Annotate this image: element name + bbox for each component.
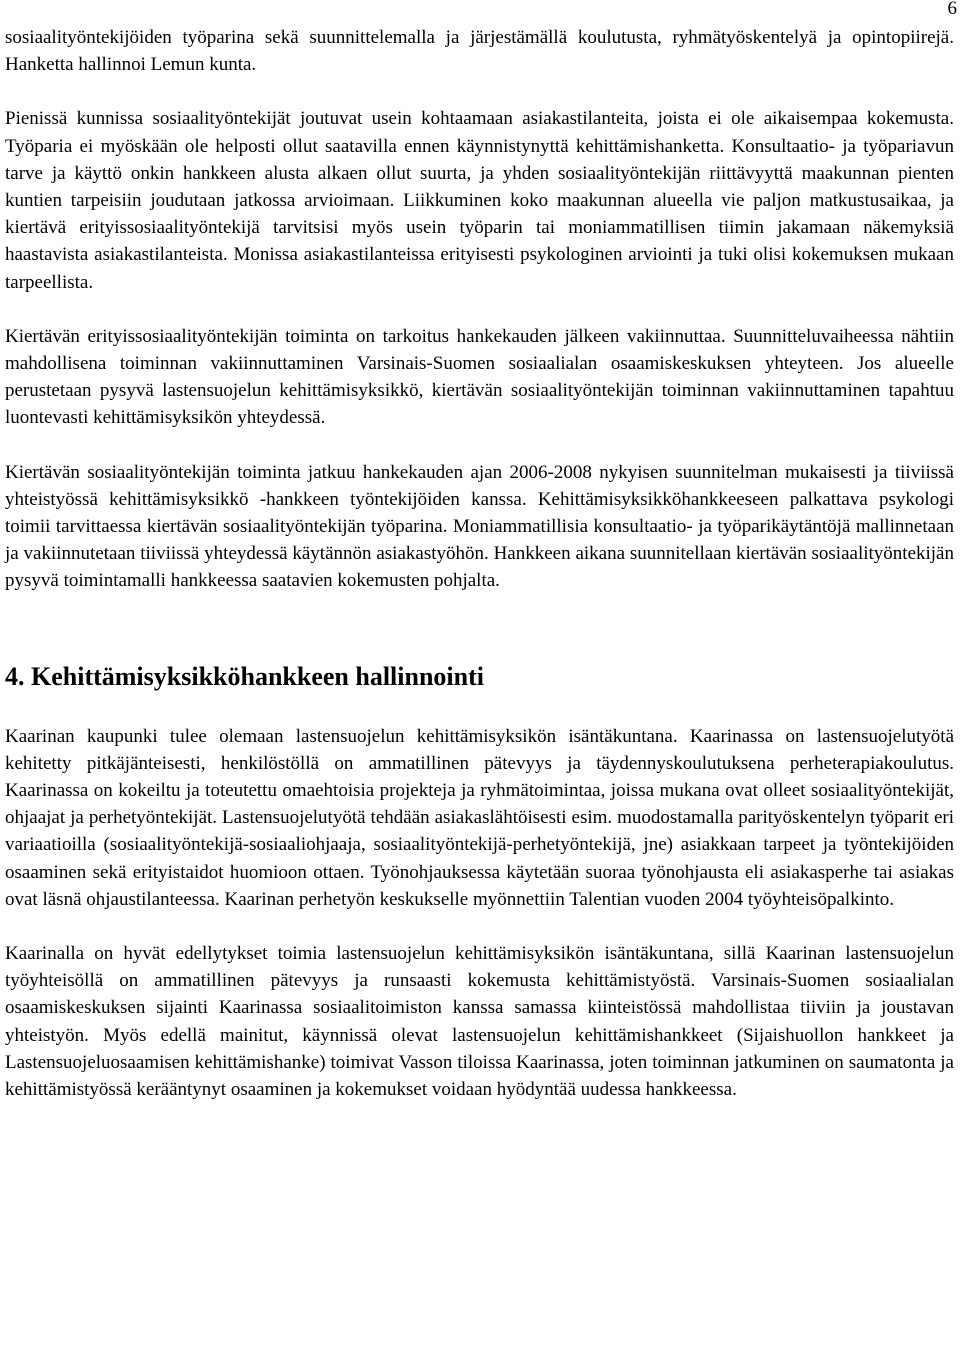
paragraph-5: Kaarinan kaupunki tulee olemaan lastensuojelun kehittämisyksikön isäntäkuntana. Kaarinassa on lastensuojelutyötä kehitetty pitkäjänteisesti, henkilöstöllä on ammatillinen pätevyys ja täydennyskoulutuksena perheterapiakoulutus. Kaarinassa on kokeiltu ja toteutettu omaehtoisia projekteja ja ryhmätoimintaa, joissa mukana ovat olleet sosiaalityöntekijät, ohjaajat ja perhetyöntekijät. Lastensuojelutyötä tehdään asiakaslähtöisesti esim. muodostamalla parityöskentelyn työparit eri variaatioilla (sosiaalityöntekijä-sosiaaliohjaaja, sosiaalityöntekijä-perhetyöntekijä, jne) asiakkaan tarpeet ja työntekijöiden osaaminen sekä erityistaidot huomioon ottaen. Työnohjauksessa käytetään suoraa työnohjausta eli asiakasperhe tai asiakas ovat läsnä ohjaustilanteessa. Kaarinan perhetyön keskukselle myönnettiin Talentian vuoden 2004 työyhteisöpalkinto. bbox=[5, 725, 954, 910]
section-heading: 4. Kehittämisyksikköhankkeen hallinnointi bbox=[5, 661, 484, 691]
page-number: 6 bbox=[947, 0, 957, 19]
paragraph-6: Kaarinalla on hyvät edellytykset toimia lastensuojelun kehittämisyksikön isäntäkuntana, sillä Kaarinan lastensuojelun työyhteisöllä on ammatillinen pätevyys ja runsaasti kokemusta kehittämistyöstä. Varsinais-Suomen sosiaalialan osaamiskeskuksen sijainti Kaarinassa sosiaalitoimiston kanssa samassa kiinteistössä mahdollistaa tiiviin ja joustavan yhteistyön. Myös edellä mainitut, käynnissä olevat lastensuojelun kehittämishankkeet (Sijaishuollon hankkeet ja Lastensuojeluosaamisen kehittämishanke) toimivat Vasson tiloissa Kaarinassa, joten toiminnan jatkuminen on saumatonta ja kehittämistyössä kerääntynyt osaaminen ja kokemukset voidaan hyödyntää uudessa hankkeessa. bbox=[5, 943, 954, 1101]
paragraph-3: Kiertävän erityissosiaalityöntekijän toiminta on tarkoitus hankekauden jälkeen vakiinnuttaa. Suunnitteluvaiheessa nähtiin mahdollisena toiminnan vakiinnuttaminen Varsinais-Suomen sosiaalialan osaamiskeskuksen yhteyteen. Jos alueelle perustetaan pysyvä lastensuojelun kehittämisyksikkö, kiertävän sosiaalityöntekijän toiminnan vakiinnuttaminen tapahtuu luontevasti kehittämisyksikön yhteydessä. bbox=[5, 325, 954, 429]
paragraph-1: sosiaalityöntekijöiden työparina sekä suunnittelemalla ja järjestämällä koulutusta, ryhmätyöskentelyä ja opintopiirejä. Hanketta hallinnoi Lemun kunta. bbox=[5, 27, 954, 76]
paragraph-2: Pienissä kunnissa sosiaalityöntekijät joutuvat usein kohtaamaan asiakastilanteita, joista ei ole aikaisempaa kokemusta. Työparia ei myöskään ole helposti ollut saatavilla ennen käynnistynyttä kehittämishanketta. Konsultaatio- ja työpariavun tarve ja käyttö onkin hankkeen alusta alkaen ollut suurta, ja yhden sosiaalityöntekijän riittävyyttä maakunnan pienten kuntien tarpeisiin joudutaan jatkossa arvioimaan. Liikkuminen koko maakunnan alueella vie paljon matkustusaikaa, ja kiertävä erityissosiaalityöntekijä tarvitsisi myös usein työparin tai moniammatillisen tiimin jakamaan näkemyksiä haastavista asiakastilanteista. Monissa asiakastilanteissa erityisesti psykologinen arviointi ja tuki olisi kokemuksen mukaan tarpeellista. bbox=[5, 108, 954, 293]
paragraph-4: Kiertävän sosiaalityöntekijän toiminta jatkuu hankekauden ajan 2006-2008 nykyisen suunnitelman mukaisesti ja tiiviissä yhteistyössä kehittämisyksikkö -hankkeen työntekijöiden kanssa. Kehittämisyksikköhankkeeseen palkattava psykologi toimii tarvittaessa kiertävän sosiaalityöntekijän työparina. Moniammatillisia konsultaatio- ja työparikäytäntöjä mallinnetaan ja vakiinnutetaan tiiviissä yhteydessä käytännön asiakastyöhön. Hankkeen aikana suunnitellaan kiertävän sosiaalityöntekijän pysyvä toimintamalli hankkeessa saatavien kokemusten pohjalta. bbox=[5, 461, 954, 592]
